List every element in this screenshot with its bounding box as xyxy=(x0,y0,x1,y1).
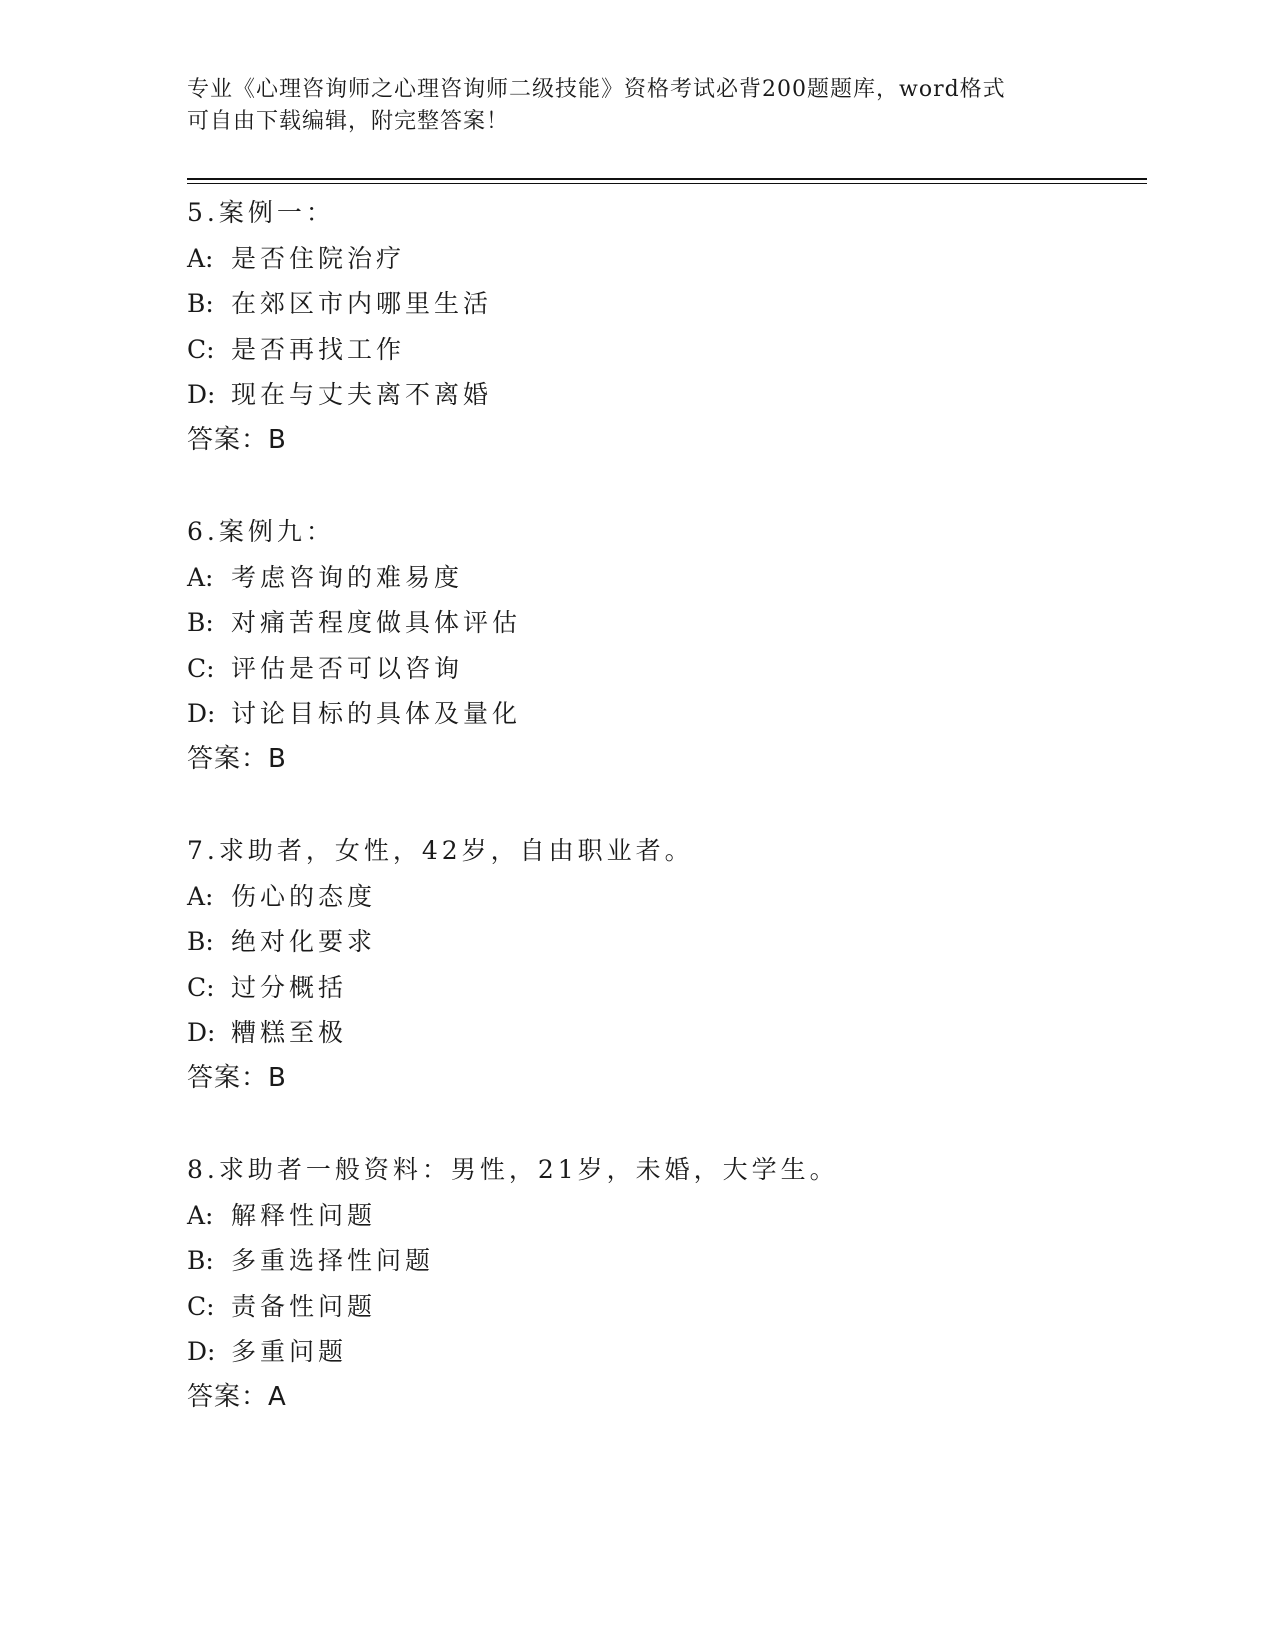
option-key: B: xyxy=(187,927,214,956)
question-block xyxy=(187,190,1147,463)
option-text: 责备性问题 xyxy=(231,1291,377,1321)
option-text: 现在与丈夫离不离婚 xyxy=(231,380,493,409)
header-line-1: 专业《心理咨询师之心理咨询师二级技能》资格考试必背200题题库，word格式 xyxy=(187,77,1006,102)
option-key: C: xyxy=(187,972,215,1002)
option-key: D: xyxy=(187,380,216,409)
option-text: 过分概括 xyxy=(231,972,348,1002)
option-key: A: xyxy=(187,881,214,911)
question-block xyxy=(187,509,1147,782)
option-key: B: xyxy=(187,289,214,318)
option-a xyxy=(187,1193,1147,1239)
option-key: A: xyxy=(187,243,214,273)
option-c xyxy=(187,646,1147,692)
option-text: 对痛苦程度做具体评估 xyxy=(231,608,522,637)
option-text: 是否再找工作 xyxy=(231,334,406,364)
option-text: 解释性问题 xyxy=(231,1200,377,1230)
option-text: 讨论目标的具体及量化 xyxy=(231,699,522,728)
option-key: C: xyxy=(187,653,215,683)
option-text: 多重问题 xyxy=(231,1337,348,1366)
answer-line: 答案：A xyxy=(187,1381,287,1412)
question-stem: 6.案例九： xyxy=(187,517,335,546)
header-divider-thin xyxy=(187,183,1147,184)
option-a xyxy=(187,874,1147,920)
option-c xyxy=(187,327,1147,373)
document-header xyxy=(187,74,1087,138)
answer-line: 答案：B xyxy=(187,743,287,774)
question-list xyxy=(187,190,1147,1466)
option-text: 考虑咨询的难易度 xyxy=(231,562,464,592)
option-c xyxy=(187,1284,1147,1330)
option-a xyxy=(187,236,1147,282)
option-key: B: xyxy=(187,1246,214,1275)
option-b xyxy=(187,919,1147,965)
option-b xyxy=(187,1238,1147,1284)
option-key: D: xyxy=(187,699,216,728)
question-block xyxy=(187,1147,1147,1420)
question-stem: 8.求助者一般资料：男性，21岁，未婚，大学生。 xyxy=(187,1155,839,1184)
option-c xyxy=(187,965,1147,1011)
option-text: 评估是否可以咨询 xyxy=(231,653,464,683)
header-divider-thick xyxy=(187,178,1147,180)
option-key: C: xyxy=(187,334,215,364)
option-d xyxy=(187,1010,1147,1056)
option-a xyxy=(187,555,1147,601)
header-line-2: 可自由下载编辑，附完整答案！ xyxy=(187,109,510,134)
option-d xyxy=(187,691,1147,737)
option-text: 绝对化要求 xyxy=(231,927,377,956)
option-d xyxy=(187,372,1147,418)
question-block xyxy=(187,828,1147,1101)
answer-line: 答案：B xyxy=(187,1062,287,1093)
option-key: A: xyxy=(187,1200,214,1230)
option-key: C: xyxy=(187,1291,215,1321)
option-text: 在郊区市内哪里生活 xyxy=(231,289,493,318)
option-d xyxy=(187,1329,1147,1375)
option-text: 伤心的态度 xyxy=(231,881,377,911)
option-key: B: xyxy=(187,608,214,637)
option-b xyxy=(187,600,1147,646)
option-key: A: xyxy=(187,562,214,592)
option-key: D: xyxy=(187,1337,216,1366)
option-text: 多重选择性问题 xyxy=(231,1246,435,1275)
question-stem: 7.求助者，女性，42岁，自由职业者。 xyxy=(187,836,694,865)
option-text: 是否住院治疗 xyxy=(231,243,406,273)
question-stem: 5.案例一： xyxy=(187,198,335,227)
option-b xyxy=(187,281,1147,327)
answer-line: 答案：B xyxy=(187,424,287,455)
option-key: D: xyxy=(187,1018,216,1047)
option-text: 糟糕至极 xyxy=(231,1018,348,1047)
